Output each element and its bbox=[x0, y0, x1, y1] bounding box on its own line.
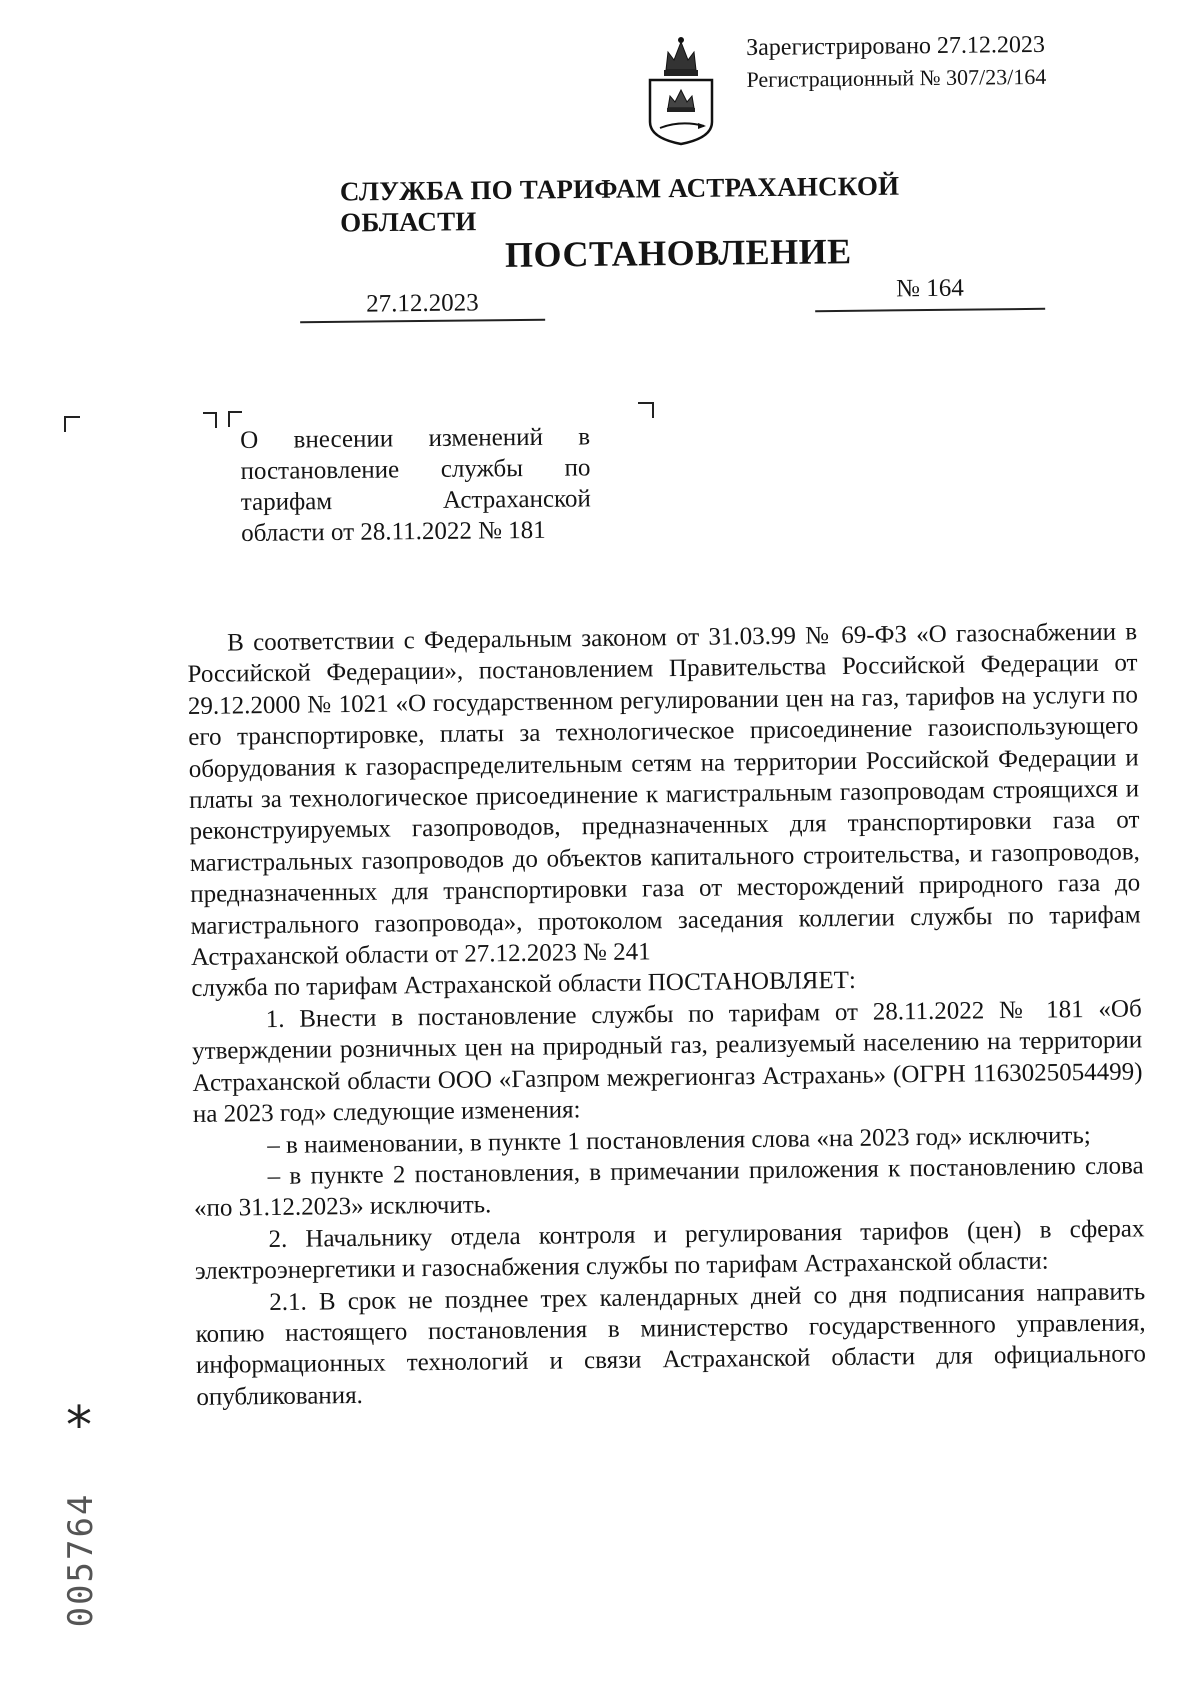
margin-asterisk: * bbox=[66, 1396, 92, 1456]
preamble-paragraph: В соответствии с Федеральным законом от 31.03.99 № 69-ФЗ «О газоснабжении в Российской Федерации», постановлением Правительства Российской Федерации от 29.12.2000 № 1021 «О государственном регулировании цен на газ, тарифов на услуги по его транспортировке, платы за технологическое присоединение газоиспользующего оборудования к газораспределительным сетям на территории Российской Федерации и платы за технологическое присоединение к магистральным газопроводам строящихся и реконструируемых газопроводов, предназначенных для транспортировки газа от магистральных газопроводов до объектов капитального строительства, и газопроводов, предназначенных для транспортировки газа от месторождений природного газа до магистрального газопровода», протоколом заседания коллегии службы по тарифам Астраханской области от 27.12.2023 № 241 bbox=[187, 618, 1141, 972]
item-1-dash-2: – в пункте 2 постановления, в примечании приложения к постановлению слова «по 31.12.2023» исключить. bbox=[193, 1152, 1144, 1223]
subject-line: постановление службы по bbox=[240, 454, 591, 485]
resolves-paragraph: служба по тарифам Астраханской области ПОСТАНОВЛЯЕТ: bbox=[191, 967, 857, 1003]
coat-of-arms-icon bbox=[640, 30, 722, 148]
organization-name: СЛУЖБА ПО ТАРИФАМ АСТРАХАНСКОЙ ОБЛАСТИ bbox=[339, 170, 900, 238]
margin-stamp-number bbox=[60, 1450, 100, 1660]
document-date: 27.12.2023 bbox=[300, 289, 545, 324]
registration-date: Зарегистрировано 27.12.2023 bbox=[746, 31, 1046, 61]
item-1-dash-1: – в наименовании, в пункте 1 постановления слова «на 2023 год» исключить; bbox=[267, 1121, 1091, 1159]
registration-number: Регистрационный № 307/23/164 bbox=[746, 63, 1047, 92]
stamp-number-text: 005764 bbox=[61, 1492, 101, 1628]
corner-mark bbox=[638, 402, 654, 418]
document-body bbox=[187, 616, 1147, 1413]
subject-line: тарифам Астраханской bbox=[240, 485, 591, 516]
item-2-1-paragraph: 2.1. В срок не позднее трех календарных дней со дня подписания направить копию настоящего постановления в министерство государственного управления, информационных технологий и связи Астраханской области для официального опубликования. bbox=[195, 1277, 1147, 1411]
corner-mark bbox=[64, 416, 80, 432]
subject-line: О внесении изменений в bbox=[240, 423, 591, 454]
registration-info bbox=[746, 29, 1046, 96]
document-subject bbox=[240, 421, 591, 549]
document-number: № 164 bbox=[815, 274, 1045, 312]
corner-mark bbox=[203, 412, 217, 428]
subject-line: области от 28.11.2022 № 181 bbox=[240, 516, 546, 547]
document-type: ПОСТАНОВЛЕНИЕ bbox=[504, 231, 852, 275]
item-1-paragraph: 1. Внести в постановление службы по тарифам от 28.11.2022 № 181 «Об утверждении розничных цен на природный газ, реализуемый населению на территории Астраханской области ООО «Газпром межрегионгаз Астрахань» (ОГРН 1163025054499) на 2023 год» следующие изменения: bbox=[192, 995, 1143, 1129]
item-2-paragraph: 2. Начальнику отдела контроля и регулирования тарифов (цен) в сферах электроэнергетики и газоснабжения службы по тарифам Астраханской области: bbox=[194, 1215, 1145, 1286]
